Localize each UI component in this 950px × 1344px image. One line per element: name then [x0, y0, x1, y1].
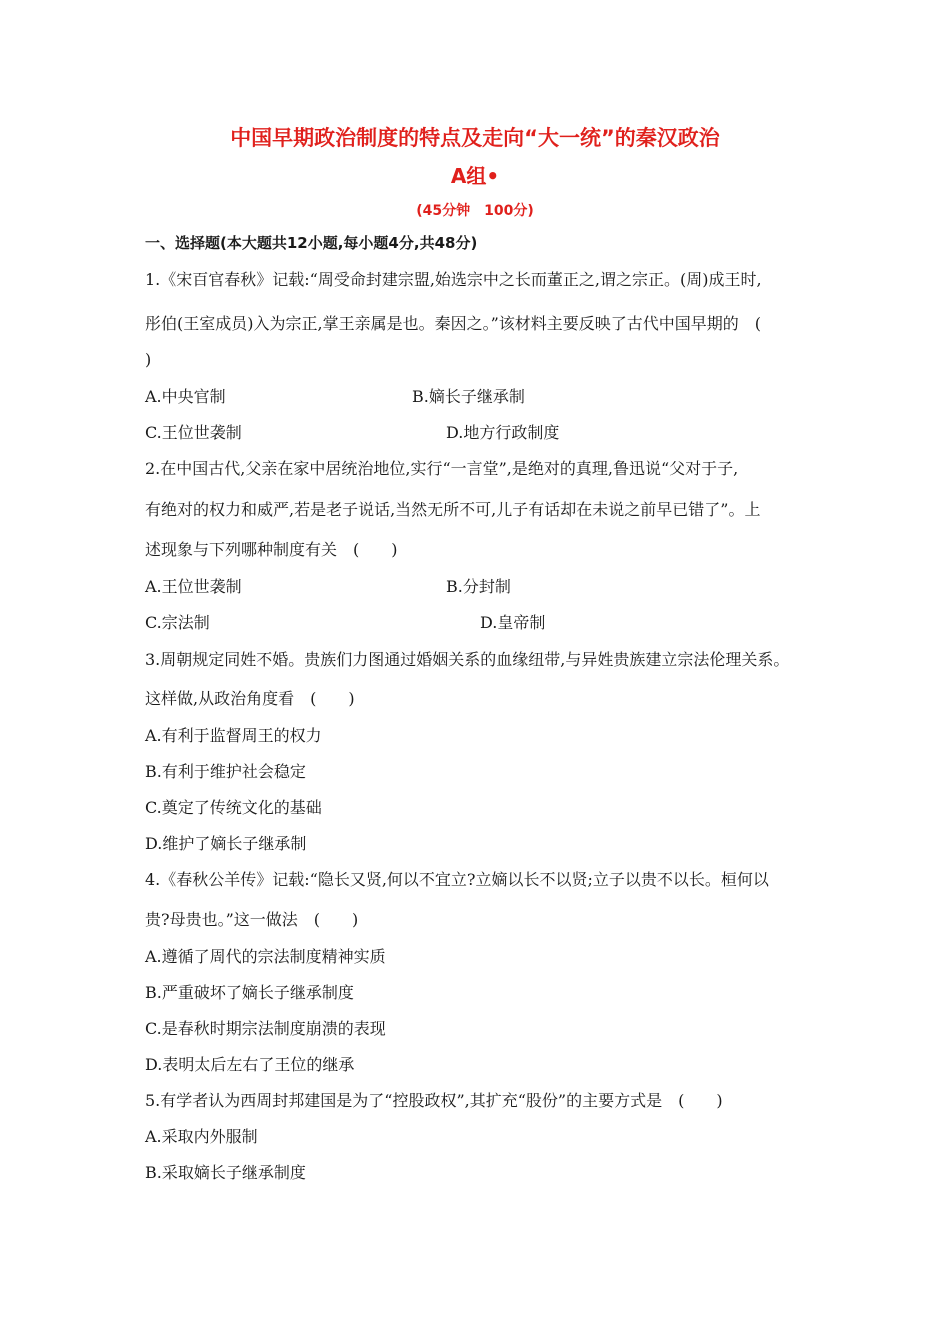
q2-option-d: D.皇帝制: [480, 613, 546, 632]
group-label: A组•: [450, 164, 500, 188]
q3-option-b: B.有利于维护社会稳定: [145, 762, 306, 781]
q1-stem-line2: 彤伯(王室成员)入为宗正,掌王亲属是也。秦因之。”该材料主要反映了古代中国早期的 (: [145, 314, 761, 333]
q1-option-a: A.中央官制: [145, 387, 226, 406]
q4-option-d: D.表明太后左右了王位的继承: [145, 1055, 355, 1074]
q1-option-c: C.王位世袭制: [145, 423, 242, 442]
q5-option-a: A.采取内外服制: [145, 1127, 258, 1146]
q3-option-d: D.维护了嫡长子继承制: [145, 834, 307, 853]
q5-stem-line1: 5.有学者认为西周封邦建国是为了“控股政权”,其扩充“股份”的主要方式是 ( ): [145, 1091, 723, 1110]
q4-option-a: A.遵循了周代的宗法制度精神实质: [145, 947, 386, 966]
q4-option-c: C.是春秋时期宗法制度崩溃的表现: [145, 1019, 386, 1038]
q4-stem-line1: 4.《春秋公羊传》记载:“隐长又贤,何以不宜立?立嫡以长不以贤;立子以贵不以长。桓何以: [145, 870, 769, 889]
q3-stem-line1: 3.周朝规定同姓不婚。贵族们力图通过婚姻关系的血缘纽带,与异姓贵族建立宗法伦理关系。: [145, 650, 790, 669]
time-score-label: (45分钟 100分): [416, 203, 534, 219]
q3-option-a: A.有利于监督周王的权力: [145, 726, 322, 745]
q2-option-c: C.宗法制: [145, 613, 210, 632]
q2-option-a: A.王位世袭制: [145, 577, 242, 596]
q2-stem-line3: 述现象与下列哪种制度有关 ( ): [145, 540, 398, 559]
q1-option-d: D.地方行政制度: [446, 423, 560, 442]
q3-stem-line2: 这样做,从政治角度看 ( ): [145, 689, 355, 708]
q3-option-c: C.奠定了传统文化的基础: [145, 798, 322, 817]
q4-stem-line2: 贵?母贵也。”这一做法 ( ): [145, 910, 359, 929]
q2-stem-line1: 2.在中国古代,父亲在家中居统治地位,实行“一言堂”,是绝对的真理,鲁迅说“父对于子,: [145, 459, 739, 478]
q4-option-b: B.严重破坏了嫡长子继承制度: [145, 983, 354, 1002]
q1-stem-line3: ): [145, 350, 152, 369]
q5-option-b: B.采取嫡长子继承制度: [145, 1163, 306, 1182]
q1-stem-line1: 1.《宋百官春秋》记载:“周受命封建宗盟,始选宗中之长而董正之,谓之宗正。(周)成王时,: [145, 270, 762, 289]
document-title: 中国早期政治制度的特点及走向“大一统”的秦汉政治: [230, 126, 720, 150]
section-heading: 一、选择题(本大题共12小题,每小题4分,共48分): [145, 234, 478, 252]
q2-stem-line2: 有绝对的权力和威严,若是老子说话,当然无所不可,儿子有话却在未说之前早已错了”。上: [145, 500, 761, 519]
q1-option-b: B.嫡长子继承制: [412, 387, 525, 406]
q2-option-b: B.分封制: [446, 577, 511, 596]
